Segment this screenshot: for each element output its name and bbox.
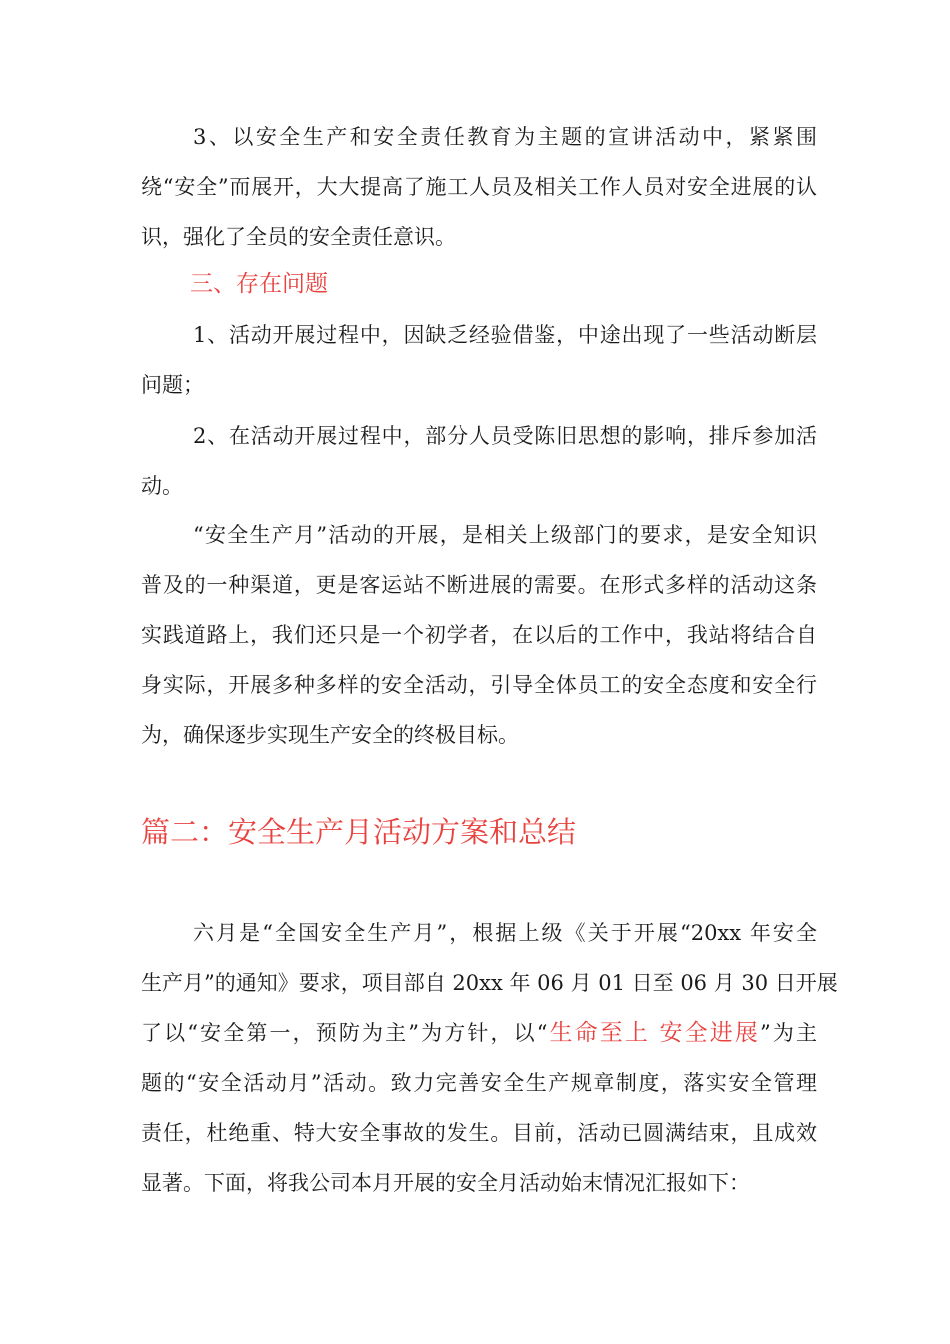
problem1-line-2: 问题； (141, 373, 204, 397)
item3-line-3: 识，强化了全员的安全责任意识。 (141, 225, 456, 249)
item3-line-2: 绕“安全”而展开，大大提高了施工人员及相关工作人员对安全进展的认 (141, 175, 817, 199)
theme-slogan: 生命至上 安全进展 (547, 1020, 760, 1046)
conclusion-line-1: “安全生产月”活动的开展，是相关上级部门的要求，是安全知识 (193, 523, 817, 547)
intro-line-4: 题的“安全活动月”活动。致力完善安全生产规章制度，落实安全管理 (141, 1071, 817, 1095)
conclusion-line-3: 实践道路上，我们还只是一个初学者，在以后的工作中，我站将结合自 (141, 623, 817, 647)
intro-line-5: 责任，杜绝重、特大安全事故的发生。目前，活动已圆满结束，且成效 (141, 1121, 817, 1145)
intro-line-3-part-a: 了以“安全第一，预防为主”为方针，以“ (141, 1021, 548, 1045)
intro-line-6: 显著。下面，将我公司本月开展的安全月活动始末情况汇报如下： (141, 1171, 750, 1195)
problem1-line-1: 1、活动开展过程中，因缺乏经验借鉴，中途出现了一些活动断层 (193, 323, 817, 347)
problem2-line-1: 2、在活动开展过程中，部分人员受陈旧思想的影响，排斥参加活 (193, 424, 817, 448)
intro-line-3-part-b: ”为主 (760, 1021, 817, 1045)
problem2-line-2: 动。 (141, 474, 183, 498)
intro-line-1: 六月是“全国安全生产月”，根据上级《关于开展“20xx 年安全 (193, 921, 817, 945)
section-heading-problems: 三、存在问题 (190, 271, 328, 297)
conclusion-line-4: 身实际，开展多种多样的安全活动，引导全体员工的安全态度和安全行 (141, 673, 817, 697)
item3-line-1: 3、以安全生产和安全责任教育为主题的宣讲活动中，紧紧围 (193, 125, 817, 149)
conclusion-line-2: 普及的一种渠道，更是客运站不断进展的需要。在形式多样的活动这条 (141, 573, 817, 597)
part2-title: 篇二：安全生产月活动方案和总结 (141, 815, 577, 849)
intro-line-2: 生产月”的通知》要求，项目部自 20xx 年 06 月 01 日至 06 月 30 日开展 (141, 971, 838, 995)
conclusion-line-5: 为，确保逐步实现生产安全的终极目标。 (141, 723, 519, 747)
intro-line-3 (141, 1018, 817, 1048)
